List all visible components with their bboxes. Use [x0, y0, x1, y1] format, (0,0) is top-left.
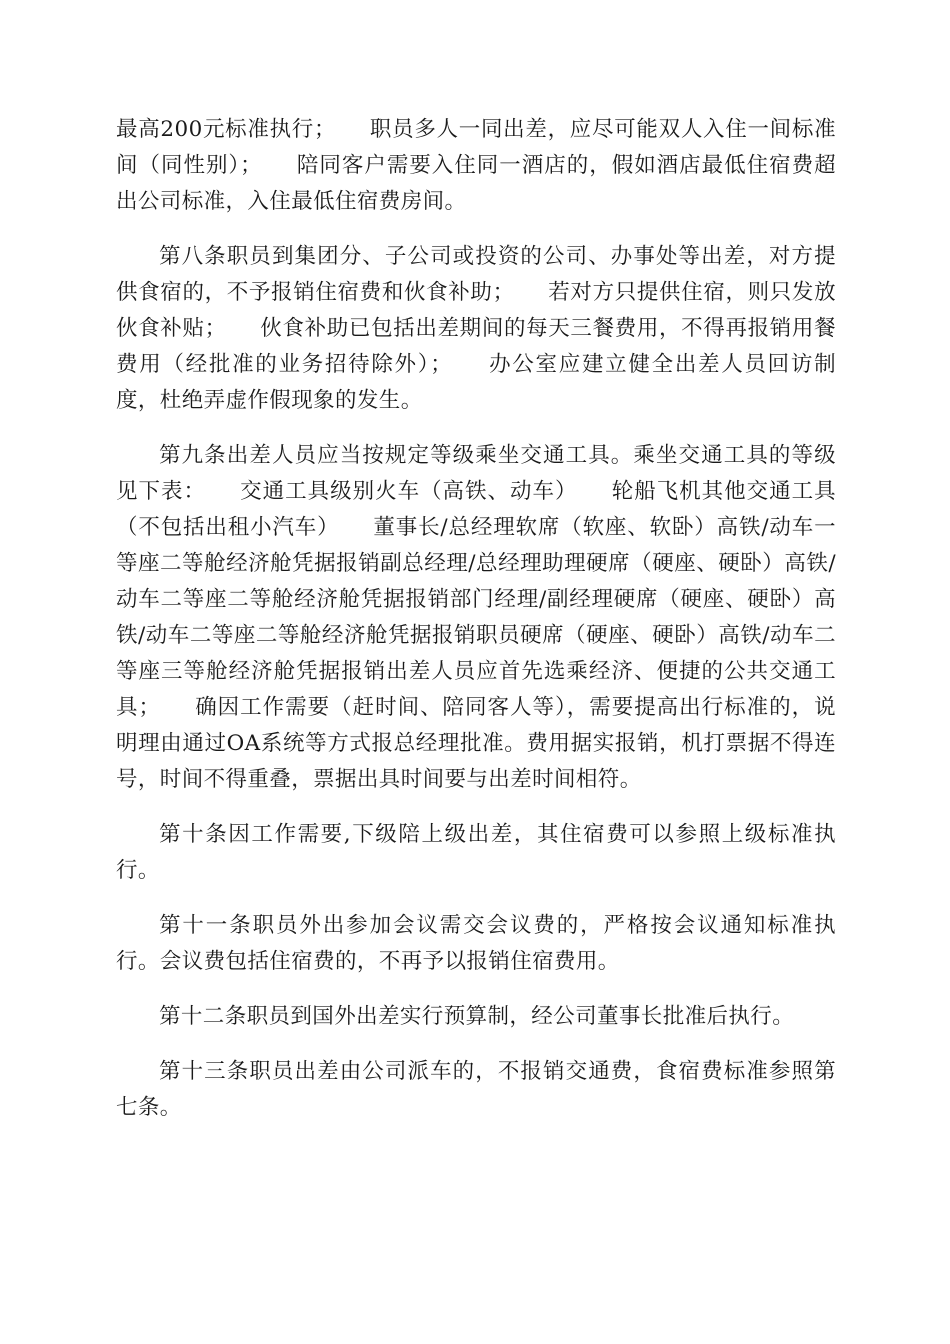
document-body [116, 112, 836, 1145]
paragraph-article-12: 第十二条职员到国外出差实行预算制，经公司董事长批准后执行。 [159, 1004, 795, 1029]
paragraph-article-13: 第十三条职员出差由公司派车的，不报销交通费，食宿费标准参照第七条。 [116, 1059, 836, 1120]
paragraph-continuation: 最高200元标准执行； 职员多人一同出差，应尽可能双人入住一间标准间（同性别）； 陪同客户需要入住同一酒店的，假如酒店最低住宿费超出公司标准，入住最低住宿费房间。 [116, 117, 836, 214]
paragraph-article-10: 第十条因工作需要,下级陪上级出差，其住宿费可以参照上级标准执行。 [116, 822, 836, 883]
paragraph-article-9: 第九条出差人员应当按规定等级乘坐交通工具。乘坐交通工具的等级见下表： 交通工具级别火车（高铁、动车） 轮船飞机其他交通工具（不包括出租小汽车） 董事长/总经理软席（软座、软卧）高铁/动车一等座二等舱经济舱凭据报销副总经理/总经理助理硬席（硬座、硬卧）高铁/动车二等座二等舱经济舱凭据报销部门经理/副经理硬席（硬座、硬卧）高铁/动车二等座二等舱经济舱凭据报销职员硬席（硬座、硬卧）高铁/动车二等座三等舱经济舱凭据报销出差人员应首先选乘经济、便捷的公共交通工具； 确因工作需要（赶时间、陪同客人等），需要提高出行标准的，说明理由通过OA系统等方式报总经理批准。费用据实报销，机打票据不得连号，时间不得重叠，票据出具时间要与出差时间相符。 [116, 443, 836, 792]
paragraph-article-11: 第十一条职员外出参加会议需交会议费的，严格按会议通知标准执行。会议费包括住宿费的，不再予以报销住宿费用。 [116, 913, 836, 974]
paragraph-article-8: 第八条职员到集团分、子公司或投资的公司、办事处等出差，对方提供食宿的，不予报销住宿费和伙食补助； 若对方只提供住宿，则只发放伙食补贴； 伙食补助已包括出差期间的每天三餐费用，不得再报销用餐费用（经批准的业务招待除外）； 办公室应建立健全出差人员回访制度，杜绝弄虚作假现象的发生。 [116, 244, 836, 413]
